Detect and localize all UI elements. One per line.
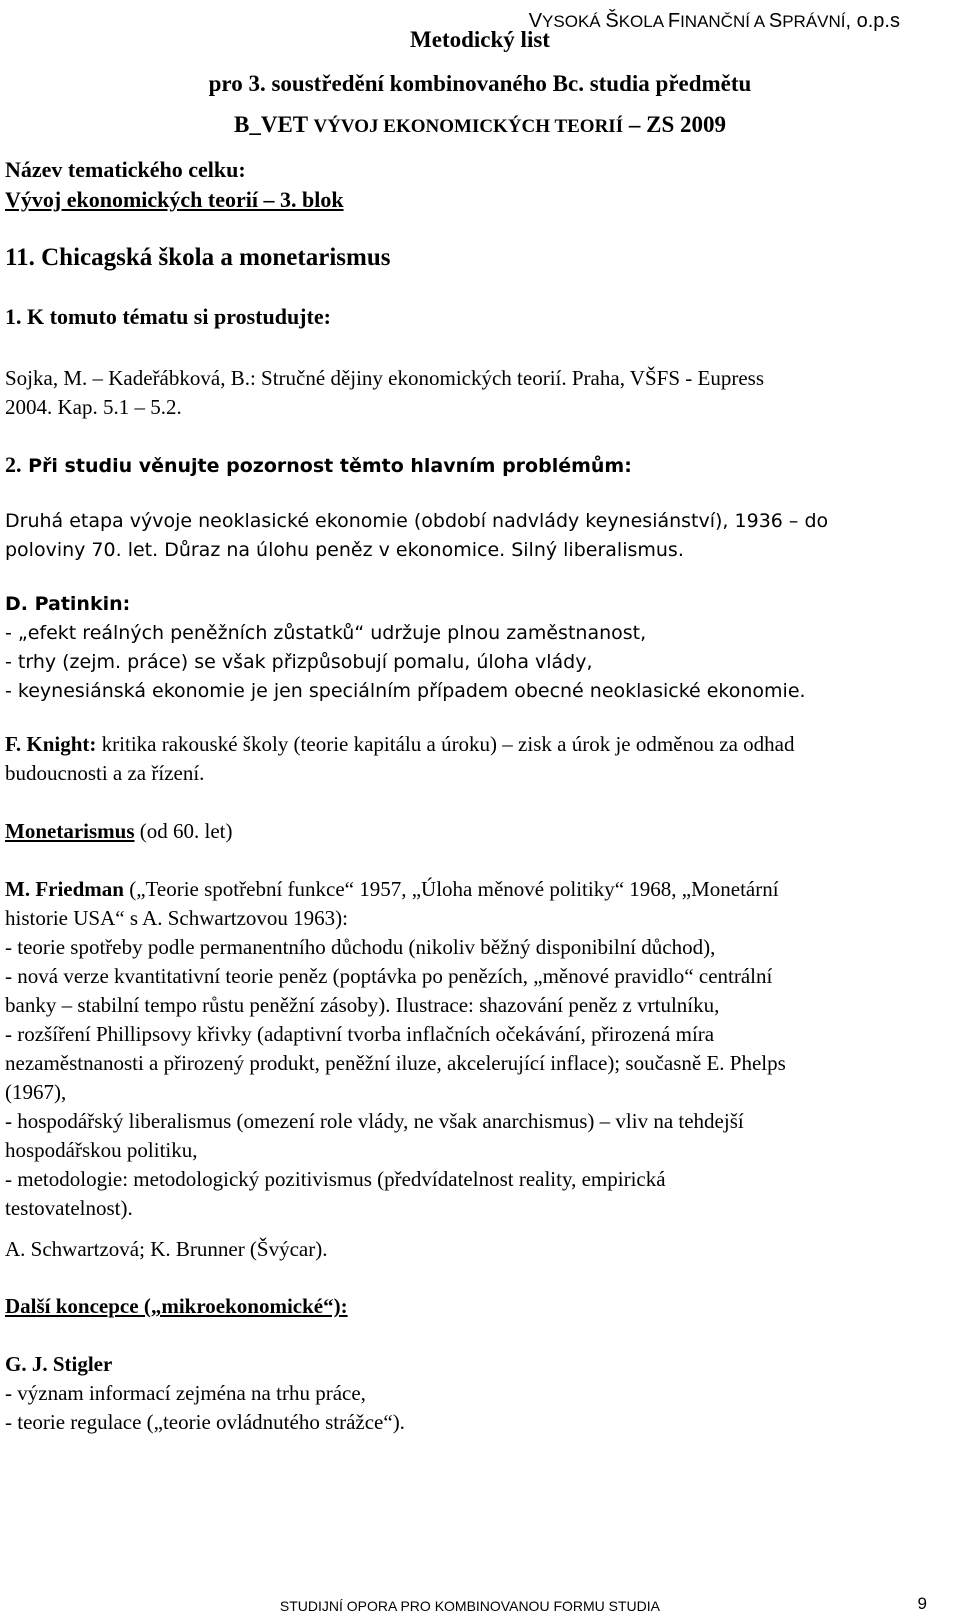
course-name: VÝVOJ EKONOMICKÝCH TEORIÍ xyxy=(313,116,624,137)
author-name: G. J. Stigler xyxy=(5,1352,113,1376)
stigler-block xyxy=(5,1350,940,1437)
monetarism-heading xyxy=(5,817,940,846)
bullet-item: - keynesiánská ekonomie je jen speciálním případem obecné neoklasické ekonomie. xyxy=(5,680,806,702)
school-name-part: INANČNÍ A xyxy=(680,12,769,31)
bullet-item: banky – stabilní tempo růstu peněžní zásoby). Ilustrace: shazování peněz z vrtulníku, xyxy=(5,993,720,1017)
footer-text: STUDIJNÍ OPORA PRO KOMBINOVANOU FORMU STUDIA xyxy=(279,1598,660,1614)
knight-text: budoucnosti a za řízení. xyxy=(5,761,205,785)
course-title xyxy=(0,112,960,138)
school-name-part: YSOKÁ xyxy=(542,12,606,31)
bullet-item: - teorie regulace („teorie ovládnutého strážce“). xyxy=(5,1410,405,1434)
document-subtitle: pro 3. soustředění kombinovaného Bc. studia předmětu xyxy=(208,71,752,96)
bullet-item: - význam informací zejména na trhu práce, xyxy=(5,1381,366,1405)
paragraph-line: poloviny 70. let. Důraz na úlohu peněz v ekonomice. Silný liberalismus. xyxy=(5,539,684,561)
course-term: – ZS 2009 xyxy=(628,112,726,137)
course-code: B_VET xyxy=(234,112,308,137)
chapter-title: 11. Chicagská škola a monetarismus xyxy=(5,244,391,271)
school-name-part: F xyxy=(667,10,681,32)
monetarism-period: (od 60. let) xyxy=(134,819,233,843)
school-name-part: KOLA xyxy=(618,12,668,31)
bullet-item: (1967), xyxy=(5,1080,67,1104)
school-name-part: Š xyxy=(605,10,619,32)
intro-paragraph xyxy=(5,507,940,565)
section-2-number: 2. xyxy=(5,452,22,477)
bullet-item: nezaměstnanosti a přirozený produkt, peněžní iluze, akcelerující inflace); současně E. Phelps xyxy=(5,1051,786,1075)
knight-text: kritika rakouské školy (teorie kapitálu a úroku) – zisk a úrok je odměnou za odhad xyxy=(96,732,795,756)
patinkin-block xyxy=(5,590,940,706)
bullet-item: - teorie spotřeby podle permanentního důchodu (nikoliv běžný disponibilní důchod), xyxy=(5,935,716,959)
topic-label: Název tematického celku: xyxy=(5,157,246,182)
author-name: M. Friedman xyxy=(5,877,124,901)
school-name-part: S xyxy=(768,10,783,32)
literature-reference xyxy=(5,364,940,422)
topic-name: Vývoj ekonomických teorií – 3. blok xyxy=(5,187,344,212)
friedman-line: historie USA“ s A. Schwartzovou 1963): xyxy=(5,906,348,930)
paragraph-line: Druhá etapa vývoje neoklasické ekonomie (období nadvlády keynesiánství), 1936 – do xyxy=(5,510,829,532)
section-1-heading: 1. K tomuto tématu si prostudujte: xyxy=(5,304,331,329)
section-2-heading xyxy=(5,450,940,481)
author-name: F. Knight: xyxy=(5,732,97,756)
bullet-item: testovatelnost). xyxy=(5,1196,133,1220)
literature-line: 2004. Kap. 5.1 – 5.2. xyxy=(5,395,182,419)
page-number: 9 xyxy=(917,1594,927,1613)
bullet-item: - trhy (zejm. práce) se však přizpůsobují pomalu, úloha vlády, xyxy=(5,651,593,673)
bullet-item: hospodářskou politiku, xyxy=(5,1138,198,1162)
friedman-block xyxy=(5,875,940,1223)
bullet-item: - metodologie: metodologický pozitivismus (předvídatelnost reality, empirická xyxy=(5,1167,666,1191)
knight-block xyxy=(5,730,940,788)
monetarism-label: Monetarismus xyxy=(5,819,135,843)
section-2-heading-text: Při studiu věnujte pozornost těmto hlavním problémům: xyxy=(28,455,632,477)
author-name: D. Patinkin: xyxy=(5,593,131,615)
bullet-item: - nová verze kvantitativní teorie peněz (poptávka po penězích, „měnové pravidlo“ centrální xyxy=(5,964,773,988)
document-title: Metodický list xyxy=(410,27,550,52)
other-concepts-heading: Další koncepce („mikroekonomické“): xyxy=(5,1294,348,1318)
friedman-text: („Teorie spotřební funkce“ 1957, „Úloha měnové politiky“ 1968, „Monetární xyxy=(123,877,779,901)
school-name-part: V xyxy=(528,10,543,32)
school-name-part: , o.p.s xyxy=(845,10,900,32)
bullet-item: - „efekt reálných peněžních zůstatků“ udržuje plnou zaměstnanost, xyxy=(5,622,647,644)
literature-line: Sojka, M. – Kadeřábková, B.: Stručné dějiny ekonomických teorií. Praha, VŠFS - Eupress xyxy=(5,366,764,390)
bullet-item: - rozšíření Phillipsovy křivky (adaptivní tvorba inflačních očekávání, přirozená míra xyxy=(5,1022,715,1046)
bullet-item: - hospodářský liberalismus (omezení role vlády, ne však anarchismus) – vliv na tehdejší xyxy=(5,1109,744,1133)
school-name-part: PRÁVNÍ xyxy=(782,12,846,31)
schwartz-brunner-line: A. Schwartzová; K. Brunner (Švýcar). xyxy=(5,1237,328,1261)
